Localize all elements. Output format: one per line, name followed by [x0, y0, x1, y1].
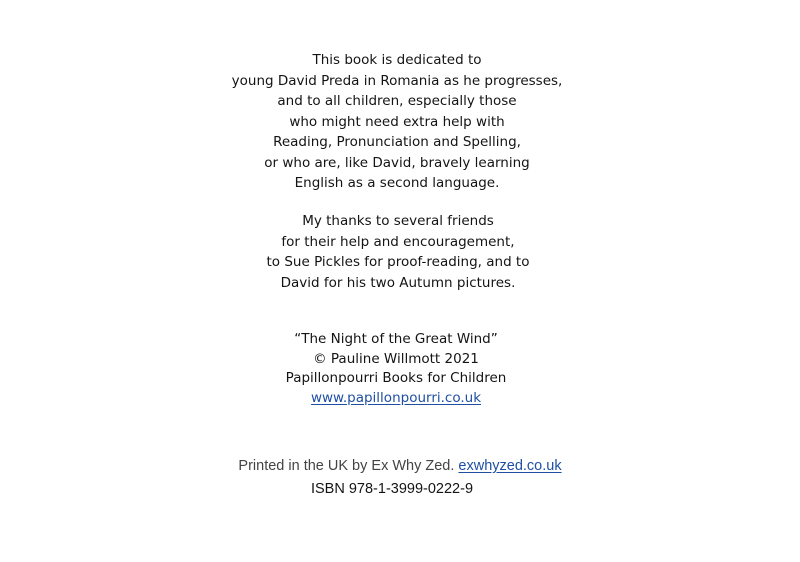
- book-title: “The Night of the Great Wind”: [294, 331, 498, 347]
- thanks-line: David for his two Autumn pictures.: [280, 274, 516, 291]
- thanks-line: to Sue Pickles for proof-reading, and to: [266, 254, 530, 270]
- printer-line: [0, 455, 800, 477]
- dedication-line: This book is dedicated to: [312, 52, 482, 68]
- dedication-line: English as a second language.: [294, 175, 500, 191]
- printer-website-link[interactable]: exwhyzed.co.uk: [458, 458, 562, 474]
- dedication-line: Reading, Pronunciation and Spelling,: [273, 134, 521, 150]
- acknowledgements-paragraph: [0, 211, 798, 293]
- dedication-line: and to all children, especially those: [277, 93, 517, 109]
- publisher-website-line: [0, 389, 796, 409]
- printer-text: Printed in the UK by Ex Why Zed.: [238, 458, 455, 474]
- credits-block: [0, 330, 796, 408]
- dedication-paragraph: [0, 50, 797, 194]
- thanks-line: My thanks to several friends: [302, 213, 494, 229]
- copyright-line: © Pauline Willmott 2021: [313, 350, 479, 367]
- dedication-line: who might need extra help with: [289, 113, 505, 130]
- isbn-number: ISBN 978-1-3999-0222-9: [310, 481, 474, 497]
- dedication-line: young David Preda in Romania as he progresses,: [231, 72, 563, 89]
- dedication-line: or who are, like David, bravely learning: [264, 154, 530, 171]
- publisher-name: Papillonpourri Books for Children: [285, 370, 507, 386]
- thanks-line: for their help and encouragement,: [281, 233, 515, 250]
- publisher-website-link[interactable]: www.papillonpourri.co.uk: [310, 389, 482, 406]
